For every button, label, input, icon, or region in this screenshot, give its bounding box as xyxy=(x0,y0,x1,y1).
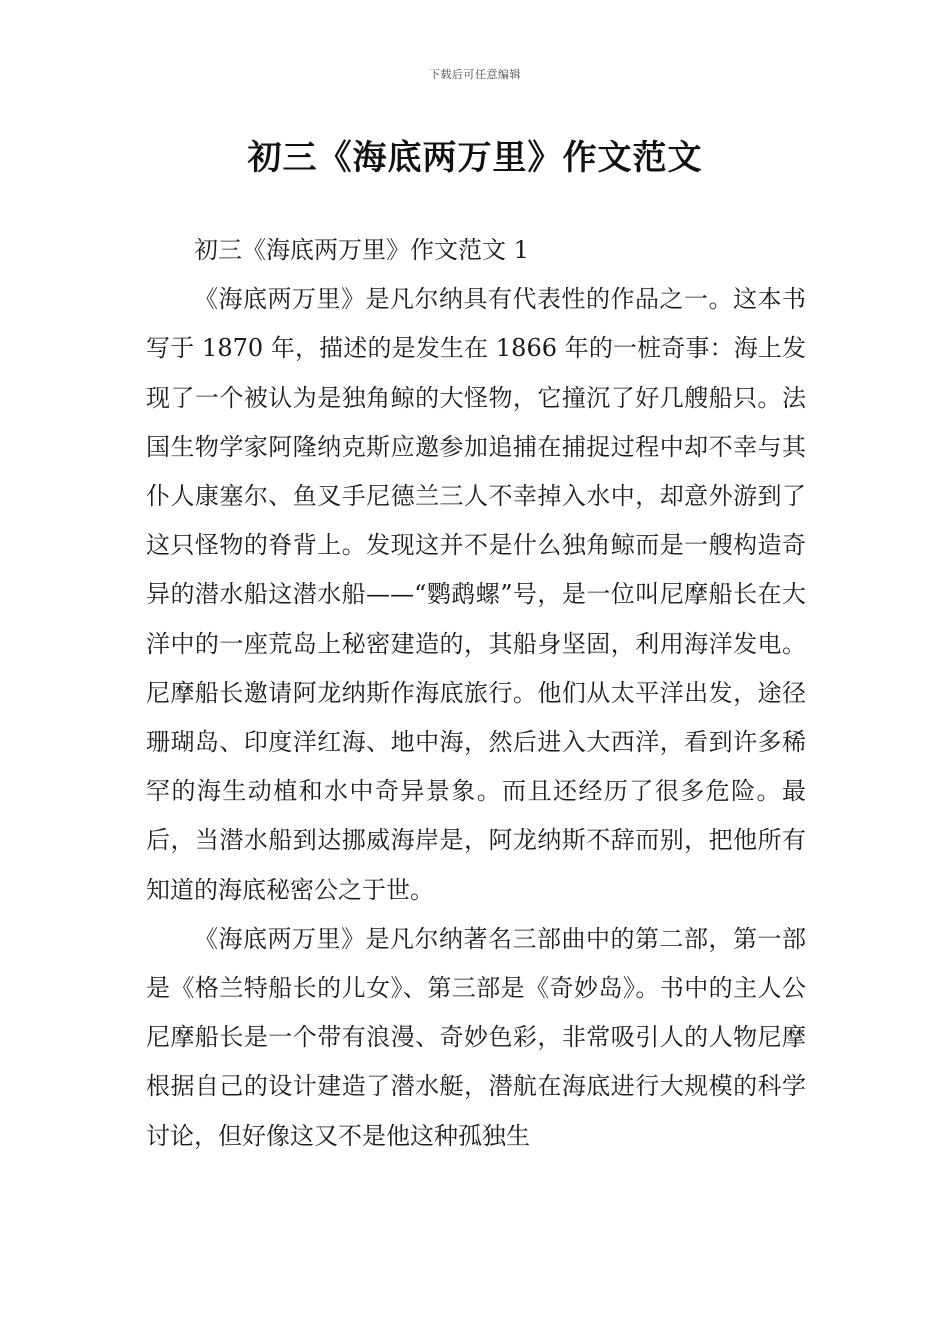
document-title: 初三《海底两万里》作文范文 xyxy=(247,138,703,178)
body-paragraph-2: 《海底两万里》是凡尔纳著名三部曲中的第二部，第一部是《格兰特船长的儿女》、第三部是《奇妙岛》。书中的主人公尼摩船长是一个带有浪漫、奇妙色彩，非常吸引人的人物尼摩根据自己的设计建造了潜水艇，潜航在海底进行大规模的科学讨论，但好像这又不是他这种孤独生 xyxy=(146,924,806,1150)
body-paragraph-1: 《海底两万里》是凡尔纳具有代表性的作品之一。这本书写于 1870 年，描述的是发生在 1866 年的一桩奇事：海上发现了一个被认为是独角鲸的大怪物，它撞沉了好几艘船只。法国生物学家阿隆纳克斯应邀参加追捕在捕捉过程中却不幸与其仆人康塞尔、鱼叉手尼德兰三人不幸掉入水中，却意外游到了这只怪物的脊背上。发现这并不是什么独角鲸而是一艘构造奇异的潜水船这潜水船——“鹦鹉螺”号，是一位叫尼摩船长在大洋中的一座荒岛上秘密建造的，其船身坚固，利用海洋发电。尼摩船长邀请阿龙纳斯作海底旅行。他们从太平洋出发，途径珊瑚岛、印度洋红海、地中海，然后进入大西洋，看到许多稀罕的海生动植和水中奇异景象。而且还经历了很多危险。最后，当潜水船到达挪威海岸是，阿龙纳斯不辞而别，把他所有知道的海底秘密公之于世。 xyxy=(146,285,806,904)
document-body xyxy=(146,226,806,1161)
section-subheading: 初三《海底两万里》作文范文 1 xyxy=(194,236,529,264)
header-note: 下载后可任意编辑 xyxy=(429,68,521,81)
